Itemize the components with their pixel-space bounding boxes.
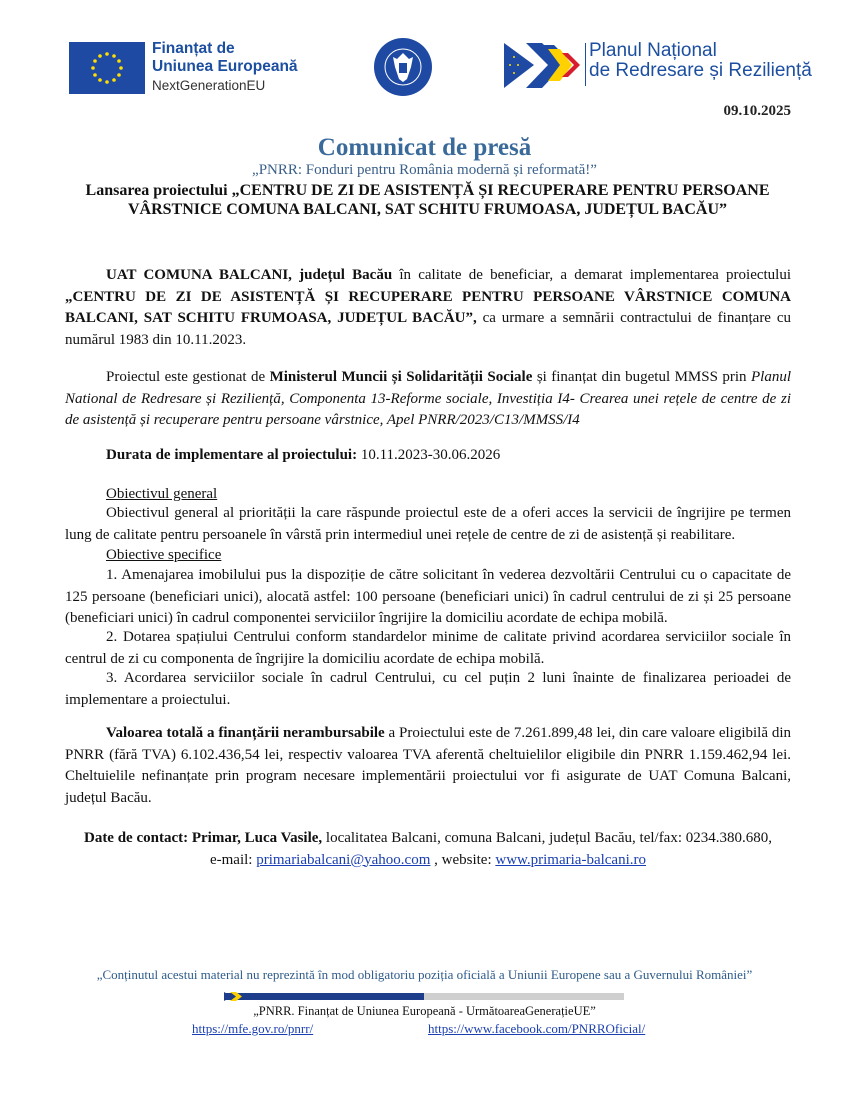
- facebook-pnrr-link[interactable]: https://www.facebook.com/PNRROficial/: [428, 1021, 646, 1036]
- eu-logo-line3: NextGenerationEU: [152, 78, 266, 93]
- contact-address: localitatea Balcani, comuna Balcani, județul Bacău, tel/fax: 0234.380.680,: [322, 830, 773, 846]
- eu-funding-logo-text: [152, 40, 298, 95]
- pnrr-logo-text: [589, 41, 812, 81]
- funding-label: Valoarea totală a finanțării nerambursabile: [106, 725, 385, 741]
- eu-logo-line1: Finanțat de: [152, 40, 235, 57]
- document-date: 09.10.2025: [723, 103, 791, 119]
- general-objective-heading: Obiectivul general: [106, 486, 218, 502]
- specific-objective-3: 3. Acordarea serviciilor sociale în cadrul Centrului, cu cel puțin 2 luni înainte de finalizarea perioadei de implementare a proiectului.: [65, 670, 791, 708]
- intro-paragraph: [65, 265, 791, 351]
- duration-paragraph: [65, 445, 791, 467]
- footer-arrow-icon: [224, 992, 246, 1001]
- intro-contract-text: ca urmare a semnării contractului de finanțare cu numărul 1983 din 10.11.2023.: [65, 310, 791, 348]
- specific-objective-1: 1. Amenajarea imobilului pus la dispoziție de către solicitant în vederea dezvoltării Centrului cu o capacitate de 125 persoane (beneficiari unici), alocată astfel: 100 persoane (beneficiari unici) în cadrul centrului de zi și 25 persoane (beneficiari unici) în cadrul componentei serviciilor îngrijire la domiciliu acordate de echipa mobilă.: [65, 567, 791, 626]
- specific-objective-item: [65, 627, 791, 670]
- website-label: , website:: [430, 851, 496, 868]
- specific-objective-2: 2. Dotarea spațiului Centrului conform standardelor minime de calitate privind acordarea serviciilor sociale în centrul de zi cu componenta de îngrijire la domiciliu acordate de echipa mobilă.: [65, 629, 791, 667]
- page-title: Comunicat de presă: [317, 134, 532, 161]
- email-link[interactable]: primariabalcani@yahoo.com: [256, 851, 431, 868]
- program-reference: Planul National de Redresare și Reziliență, Componenta 13-Reforme sociale, Investiția I4- Crearea unei rețele de centre de zi de asistență și recuperare pentru persoane vârstnice, Apel PNRR/2023/C13/MMSS/I4: [65, 369, 792, 428]
- pnrr-logo-divider: [585, 43, 586, 86]
- funding-paragraph: [65, 723, 791, 809]
- beneficiary-name: UAT COMUNA BALCANI, județul Bacău: [106, 267, 393, 283]
- duration-value: 10.11.2023-30.06.2026: [357, 447, 501, 463]
- project-headline: Lansarea proiectului „CENTRU DE ZI DE ASISTENȚĂ ȘI RECUPERARE PENTRU PERSOANE VÂRSTNICE COMUNA BALCANI, SAT SCHITU FRUMOASA, JUDEȚUL BACĂU”: [85, 182, 770, 218]
- website-link[interactable]: www.primaria-balcani.ro: [495, 851, 647, 868]
- general-objective-body: Obiectivul general al priorității la care răspunde proiectul este de a oferi acces la servicii de îngrijire pe termen lung de calitate pentru persoanele în vârstă prin intermediul unei rețele de centre de zi de asistență și reabilitare.: [65, 505, 791, 543]
- pnrr-logo-line2: de Redresare și Reziliență: [589, 60, 812, 81]
- pnrr-logo-line1: Planul Național: [589, 40, 717, 61]
- contact-line-1: [65, 828, 791, 850]
- footer-progress-bar: [224, 993, 624, 1000]
- duration-label: Durata de implementare al proiectului:: [106, 447, 358, 463]
- project-name: „CENTRU DE ZI DE ASISTENȚĂ ȘI RECUPERARE PENTRU PERSOANE VÂRSTNICE COMUNA BALCANI, SAT SCHITU FRUMOASA, JUDEȚUL BACĂU”,: [65, 288, 791, 326]
- ministry-name: Ministerul Muncii și Solidarității Sociale: [269, 369, 533, 385]
- management-text-2: și finanțat din bugetul MMSS prin: [532, 369, 752, 385]
- contact-label: Date de contact: Primar, Luca Vasile,: [83, 830, 323, 846]
- general-objective-text: [65, 503, 791, 546]
- specific-objective-item: [65, 668, 791, 711]
- management-paragraph: [65, 367, 791, 432]
- subtitle-slogan: „PNRR: Fonduri pentru România modernă și reformată!”: [252, 162, 597, 178]
- contact-line-2: [65, 850, 791, 872]
- specific-objectives-heading: Obiective specifice: [106, 547, 222, 563]
- funding-text: a Proiectului este de 7.261.899,48 lei, din care valoare eligibilă din PNRR (fără TVA) 6.102.436,54 lei, respectiv valoarea TVA aferentă cheltuielilor eligibile din PNRR 1.159.462,94 lei. Cheltuielile nefinanțate prin program necesare implementării proiectului vor fi asigurate de UAT Comuna Balcani, județul Bacău.: [65, 725, 792, 806]
- eu-logo-line2: Uniunea Europeană: [152, 58, 298, 75]
- footer-disclaimer: „Conținutul acestui material nu reprezintă în mod obligatoriu poziția oficială a Uniunii Europene sau a Guvernului României”: [96, 967, 753, 982]
- eu-flag-icon: [69, 42, 145, 94]
- email-label: e-mail:: [209, 851, 257, 868]
- intro-text: în calitate de beneficiar, a demarat implementarea proiectului: [392, 267, 792, 283]
- management-text: Proiectul este gestionat de: [106, 369, 270, 385]
- contact-paragraph: [65, 828, 791, 871]
- pnrr-arrows-icon: [504, 43, 584, 88]
- romanian-government-seal-icon: [373, 37, 433, 97]
- footer-tagline: „PNRR. Finanțat de Uniunea Europeană - UrmătoareaGenerațieUE”: [253, 1004, 596, 1018]
- specific-objective-item: [65, 565, 791, 630]
- mfe-pnrr-link[interactable]: https://mfe.gov.ro/pnrr/: [192, 1021, 314, 1036]
- footer-bar-blue-segment: [224, 993, 424, 1000]
